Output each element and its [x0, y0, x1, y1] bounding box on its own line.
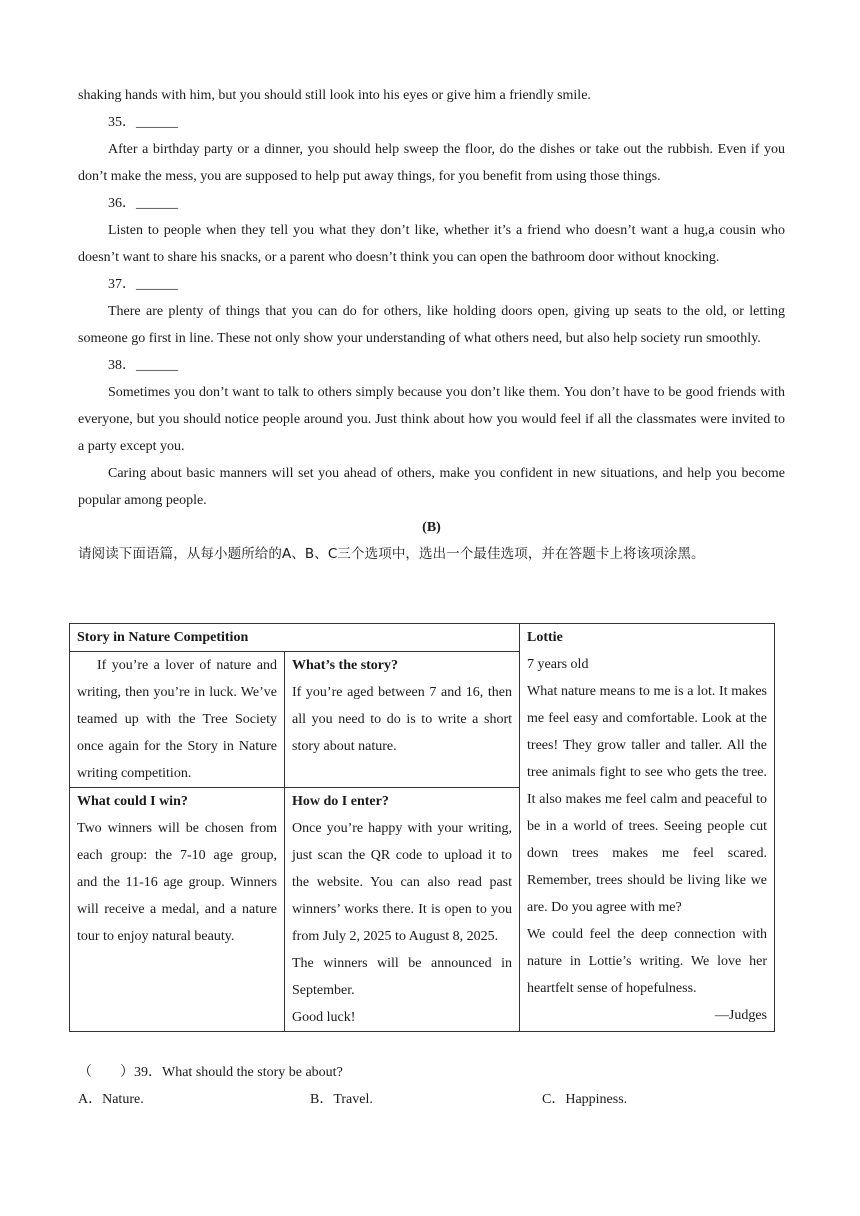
question-39: （ ）39．What should the story be about? — [78, 1065, 343, 1080]
win-cell — [70, 788, 285, 1032]
paragraph-36: Listen to people when they tell you what they don’t like, whether it’s a friend who doesn’t want a hug,a cousin who doesn’t want to share his snacks, or a parent who doesn’t think you can open the bathroom door without knocking. — [78, 223, 785, 265]
blank-35: 35．______ — [108, 115, 178, 130]
blank-38: 38．______ — [108, 358, 178, 373]
section-b-instruction: 请阅读下面语篇，从每小题所给的A、B、C三个选项中，选出一个最佳选项，并在答题卡上将该项涂黑。 — [78, 546, 705, 562]
paragraph-38: Sometimes you don’t want to talk to others simply because you don’t like them. You don’t have to be good friends with everyone, but you should notice people around you. Just think about how you would feel if all the classmates were invited to a party except you. — [78, 385, 785, 454]
intro-text: If you’re a lover of nature and writing, then you’re in luck. We’ve teamed up with the Tree Society once again for the Story in Nature writing competition. — [77, 658, 277, 781]
lottie-cell — [520, 624, 775, 1032]
section-b-label: (B) — [422, 520, 441, 535]
passage — [78, 82, 785, 568]
story-text: If you’re aged between 7 and 16, then all you need to do is to write a short story about nature. — [292, 685, 513, 754]
enter-announce: The winners will be announced in September. — [292, 956, 513, 998]
paragraph-35: After a birthday party or a dinner, you should help sweep the floor, do the dishes or take out the rubbish. Even if you don’t make the mess, you are supposed to help put away things, for you benefit from using those things. — [78, 142, 785, 184]
competition-table — [69, 623, 775, 1032]
option-c[interactable]: C．Happiness. — [542, 1092, 628, 1107]
story-title: What’s the story? — [292, 658, 399, 673]
judges-sign: —Judges — [714, 1008, 768, 1023]
table-header: Story in Nature Competition — [70, 624, 520, 652]
enter-title: How do I enter? — [292, 794, 389, 809]
lottie-name: Lottie — [527, 630, 563, 645]
lottie-text: What nature means to me is a lot. It makes me feel easy and comfortable. Look at the trees! They grow taller and taller. All the tree animals fight to see who gets the tree. It also makes me feel calm and peaceful to be in a world of trees. Seeing people cut down trees makes me feel scared. Remember, trees should be living like we are. Do you agree with me? — [527, 684, 768, 915]
blank-36: 36．______ — [108, 196, 178, 211]
option-b[interactable]: B．Travel. — [310, 1092, 373, 1107]
paragraph-37: There are plenty of things that you can do for others, like holding doors open, giving up seats to the old, or letting someone go first in line. These not only show your understanding of what others need, but also help society run smoothly. — [78, 304, 785, 346]
intro-cell — [70, 652, 285, 788]
option-a[interactable]: A．Nature. — [78, 1092, 144, 1107]
lottie-age: 7 years old — [527, 657, 589, 672]
enter-cell — [285, 788, 520, 1032]
passage-conclusion: Caring about basic manners will set you ahead of others, make you confident in new situations, and help you become popular among people. — [78, 466, 785, 508]
enter-text: Once you’re happy with your writing, just scan the QR code to upload it to the website. You can also read past winners’ works there. It is open to you from July 2, 2025 to August 8, 2025. — [292, 821, 513, 944]
blank-37: 37．______ — [108, 277, 178, 292]
judges-text: We could feel the deep connection with nature in Lottie’s writing. We love her heartfelt sense of hopefulness. — [527, 927, 768, 996]
win-text: Two winners will be chosen from each group: the 7-10 age group, and the 11-16 age group. Winners will receive a medal, and a nature tour to enjoy natural beauty. — [77, 821, 277, 944]
story-cell — [285, 652, 520, 788]
enter-luck: Good luck! — [292, 1010, 356, 1025]
win-title: What could I win? — [77, 794, 188, 809]
passage-intro-tail: shaking hands with him, but you should still look into his eyes or give him a friendly smile. — [78, 88, 591, 103]
